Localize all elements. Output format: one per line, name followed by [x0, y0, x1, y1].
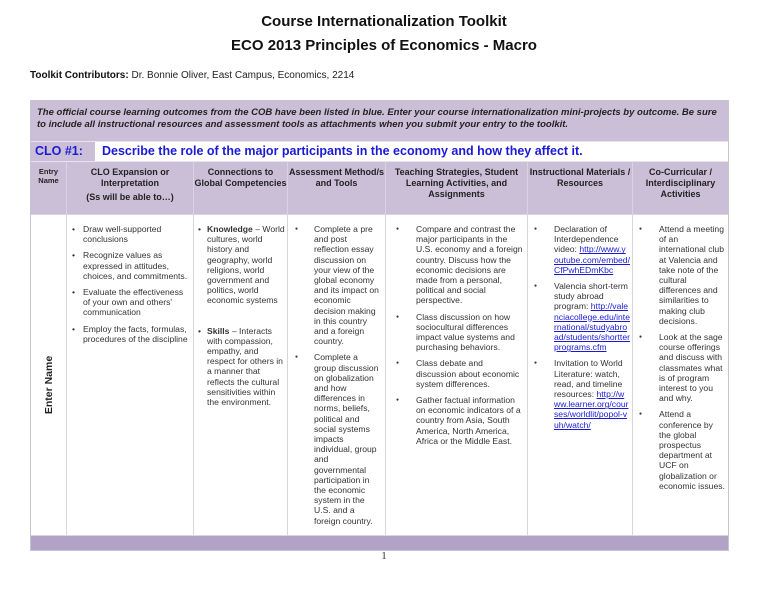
- header-materials: Instructional Materials / Resources: [528, 162, 633, 214]
- contributors-line: [30, 70, 354, 81]
- material-text: Invitation to World Literature: watch, read, and timeline resources:: [554, 358, 623, 400]
- skills-text: – Interacts with compassion, empathy, and respect for others in a manner that reflects the cultural sensitivities within the environment.: [207, 325, 283, 408]
- document-title: Course Internationalization Toolkit: [261, 13, 507, 30]
- knowledge-label: Knowledge: [207, 224, 253, 234]
- list-item: ● Attend a conference by the global prospectus department at UCF on globalization or economic issues.: [659, 409, 726, 491]
- cocurricular-cell: [633, 215, 728, 535]
- knowledge-text: – World cultures, world history and geography, world religions, world government and politics, world economic systems: [207, 224, 285, 306]
- list-item: ● Class debate and discussion about economic system differences.: [416, 358, 524, 389]
- list-item: [554, 281, 630, 352]
- clo-row: [31, 141, 728, 161]
- instructions-text: The official course learning outcomes from the COB have been listed in blue. Enter your course internationalization mini-projects by outcome. Be sure to include all instructional resources and assessment tools as attachments when you submit your entry to the toolkit.: [31, 101, 728, 141]
- list-item: ● Attend a meeting of an international club at Valencia and take note of the cultural differences and similarities to making club decisions.: [659, 224, 726, 326]
- youtube-link[interactable]: http://www.youtube.com/embed/CfPwhEDmKbc: [554, 244, 630, 275]
- clo-description: Describe the role of the major participants in the economy and how they affect it.: [95, 142, 728, 161]
- header-teaching: Teaching Strategies, Student Learning Activities, and Assignments: [386, 162, 528, 214]
- material-text: Valencia short-term study abroad program:: [554, 281, 628, 312]
- materials-cell: [528, 215, 633, 535]
- list-item: ● Complete a pre and post reflection essay discussion on your view of the global economy and its impact on economic decision making in this country and a foreign country.: [314, 224, 382, 346]
- study-abroad-link[interactable]: http://valenciacollege.edu/international/studyabroad/students/shortterprograms.cfm: [554, 301, 630, 353]
- header-clo-expansion-sub: (Ss will be able to…): [86, 192, 174, 202]
- skills-label: Skills: [207, 325, 230, 336]
- list-item: [554, 224, 630, 275]
- list-item: ● Look at the sage course offerings and discuss with classmates what is of program interest to you and why.: [659, 332, 726, 403]
- header-cocurricular: Co-Curricular / Interdisciplinary Activities: [645, 167, 716, 199]
- table-header-row: [31, 161, 728, 214]
- assessment-cell: [288, 215, 386, 535]
- list-item: ● Compare and contrast the major participants in the U.S. economy and a foreign country. Discuss how the economic decisions are made from a personal, political and social perspective.: [416, 224, 524, 306]
- connections-cell: [194, 215, 288, 535]
- list-item: ● Gather factual information on economic indicators of a country from Asia, South America, North America, Africa or the Middle East.: [416, 395, 524, 446]
- list-item: • Evaluate the effectiveness of your own and others' communication: [83, 287, 189, 318]
- teaching-cell: [386, 215, 528, 535]
- world-literature-link[interactable]: http://www.learner.org/courses/worldlit/popol-vuh/watch/: [554, 389, 629, 430]
- list-item: • Recognize values as expressed in attitudes, choices, and commitments.: [83, 250, 189, 281]
- clo-label: CLO #1:: [35, 144, 83, 158]
- header-entry-name: Entry Name: [31, 162, 67, 214]
- clo-expansion-cell: [67, 215, 194, 535]
- list-item: ● Complete a group discussion on globalization and how differences in norms, beliefs, political and social systems impacts individual, group and governmental participation in the economic system in the U.S. and a foreign country.: [314, 352, 382, 525]
- entry-name-text: Enter Name: [42, 355, 55, 415]
- header-clo-expansion-title: CLO Expansion or Interpretation: [90, 167, 170, 188]
- contributors-label: Toolkit Contributors:: [30, 70, 129, 81]
- list-item: ● Class discussion on how sociocultural differences impact value systems and purchasing behaviors.: [416, 312, 524, 353]
- header-clo-expansion: [67, 162, 194, 214]
- list-item-knowledge: [207, 224, 285, 306]
- toolkit-table: [30, 100, 729, 551]
- material-text: Declaration of Interdependence video:: [554, 224, 619, 255]
- contributors-value: Dr. Bonnie Oliver, East Campus, Economics, 2214: [131, 70, 355, 81]
- list-item: [554, 358, 630, 429]
- entry-name-cell[interactable]: [31, 215, 67, 535]
- document-subtitle: ECO 2013 Principles of Economics - Macro: [231, 37, 537, 54]
- page-number: 1: [381, 550, 387, 562]
- list-item: • Employ the facts, formulas, procedures of the discipline: [83, 324, 189, 344]
- table-row: [31, 214, 728, 535]
- list-item: • Draw well-supported conclusions: [83, 224, 189, 244]
- list-item-skills: [207, 326, 285, 408]
- header-connections: Connections to Global Competencies: [194, 162, 288, 214]
- header-assessment: Assessment Method/s and Tools: [288, 162, 386, 214]
- table-footer-bar: [31, 535, 728, 550]
